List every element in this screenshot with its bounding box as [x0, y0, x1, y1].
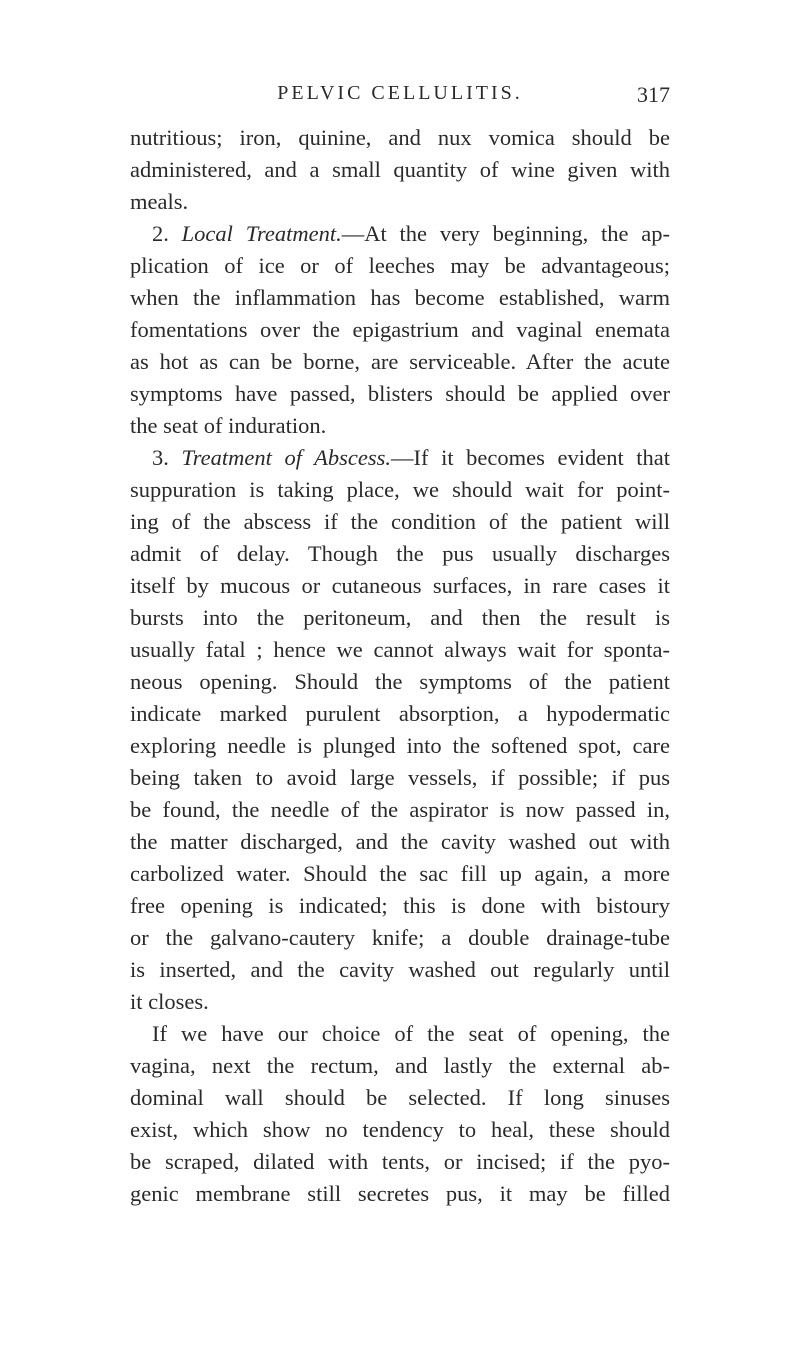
text-line: meals. [130, 189, 189, 214]
text-line: plication of ice or of leeches may be advantageous; [130, 253, 670, 278]
text-line: as hot as can be borne, are serviceable. After the acute [130, 349, 670, 374]
text-line: genic membrane still secretes pus, it may be filled [130, 1181, 670, 1206]
text-line: dominal wall should be selected. If long sinuses [130, 1085, 670, 1110]
text-line: the seat of induration. [130, 413, 327, 438]
text-line: being taken to avoid large vessels, if possible; if pus [130, 765, 670, 790]
line-text: —At the very beginning, the ap- [341, 221, 671, 246]
text-line: administered, and a small quantity of wine given with [130, 157, 670, 182]
text-line: free opening is indicated; this is done with bistoury [130, 893, 670, 918]
text-line: vagina, next the rectum, and lastly the external ab- [130, 1053, 670, 1078]
running-title: PELVIC CELLULITIS. [277, 82, 523, 104]
text-line: exploring needle is plunged into the softened spot, care [130, 733, 670, 758]
text-line: it closes. [130, 989, 209, 1014]
section-number: 3. [152, 445, 182, 470]
section-number: 2. [152, 221, 182, 246]
text-line: when the inflammation has become established, warm [130, 285, 670, 310]
text-line: neous opening. Should the symptoms of the patient [130, 669, 670, 694]
text-line: admit of delay. Though the pus usually discharges [130, 541, 670, 566]
section-heading: Local Treatment. [181, 221, 342, 246]
text-line: indicate marked purulent absorption, a hypodermatic [130, 701, 670, 726]
text-line: bursts into the peritoneum, and then the result is [130, 605, 670, 630]
running-head [130, 82, 670, 112]
text-line: suppuration is taking place, we should wait for point- [130, 477, 670, 502]
text-line: carbolized water. Should the sac fill up again, a more [130, 861, 670, 886]
text-line: or the galvano-cautery knife; a double drainage-tube [130, 925, 670, 950]
text-line: the matter discharged, and the cavity washed out with [130, 829, 670, 854]
text-line: If we have our choice of the seat of opening, the [152, 1021, 670, 1046]
text-line: symptoms have passed, blisters should be applied over [130, 381, 670, 406]
text-line: itself by mucous or cutaneous surfaces, in rare cases it [130, 573, 670, 598]
text-line: be found, the needle of the aspirator is now passed in, [130, 797, 670, 822]
text-line: exist, which show no tendency to heal, these should [130, 1117, 670, 1142]
page-number: 317 [637, 82, 670, 107]
text-line: is inserted, and the cavity washed out regularly until [130, 957, 670, 982]
text-line [130, 442, 670, 474]
text-line: usually fatal ; hence we cannot always wait for sponta- [130, 637, 670, 662]
text-line: be scraped, dilated with tents, or incised; if the pyo- [130, 1149, 670, 1174]
text-line: nutritious; iron, quinine, and nux vomica should be [130, 125, 670, 150]
text-line: ing of the abscess if the condition of the patient will [130, 509, 670, 534]
text-line: fomentations over the epigastrium and vaginal enemata [130, 317, 670, 342]
line-text: —If it becomes evident that [391, 445, 671, 470]
section-heading: Treatment of Abscess. [181, 445, 392, 470]
body-text [130, 122, 670, 1210]
text-line [130, 218, 670, 250]
